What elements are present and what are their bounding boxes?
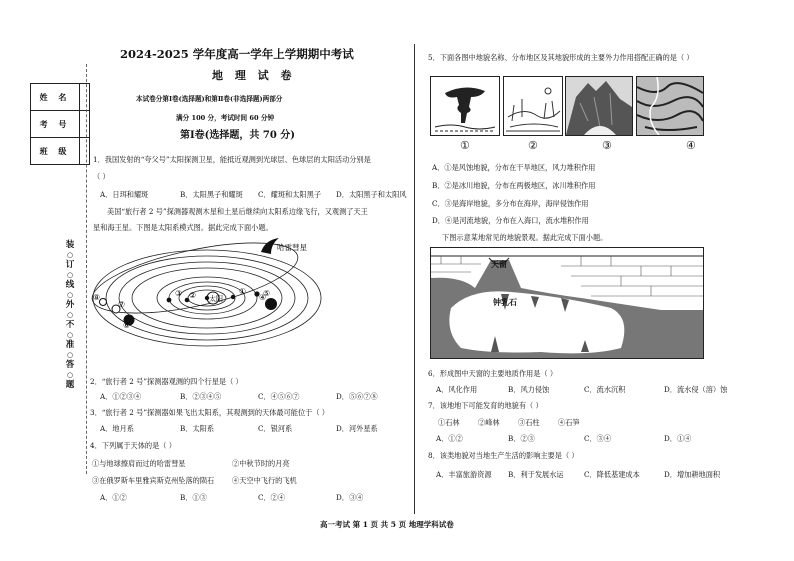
label-8: ⑧	[93, 293, 101, 302]
q5-option-c[interactable]: C．③是海岸地貌，多分布在海岸，海岸侵蚀作用	[432, 199, 589, 208]
q3-option-b[interactable]: B．太阳系	[180, 424, 215, 433]
q7-option-c[interactable]: C．③④	[584, 434, 612, 443]
q6-option-c[interactable]: C．流水沉积	[584, 385, 626, 394]
q6-option-a[interactable]: A．风化作用	[436, 385, 478, 394]
q8-option-c[interactable]: C．降低基建成本	[584, 470, 640, 479]
class-field[interactable]	[80, 138, 90, 165]
q7-option-d[interactable]: D．①④	[664, 434, 692, 443]
q8-option-b[interactable]: B．利于发展水运	[508, 470, 564, 479]
exam-number-label: 考 号	[31, 111, 80, 138]
q5-stem: 5．下面各图中地貌名称、分布地区及其地貌形成的主要外力作用搭配正确的是（ ）	[428, 53, 694, 62]
karst-cave-diagram	[430, 247, 704, 359]
planet-5-icon	[265, 298, 277, 310]
landform-image-1	[430, 76, 500, 136]
q5-option-b[interactable]: B．②是冰川地貌，分布在两极地区，冰川堆积作用	[432, 181, 596, 190]
exam-number-field[interactable]	[80, 111, 90, 138]
q2-option-a[interactable]: A．①②③④	[100, 392, 142, 401]
sun-label: 太阳	[209, 296, 223, 303]
q4-option-c[interactable]: C．②④	[258, 493, 286, 502]
q7-item-4: ④石笋	[558, 418, 580, 427]
q4-item-1: ①与地球擦肩而过的哈雷彗星	[92, 459, 186, 468]
q7-stem: 7．该地地下可能发育的地貌有（ ）	[428, 401, 543, 410]
student-info-table	[30, 83, 90, 165]
label-5: ⑤	[263, 289, 271, 298]
skylight-label: 天窗	[491, 259, 507, 269]
subject-title: 地 理 试 卷	[212, 69, 296, 82]
solar-system-diagram	[85, 236, 405, 366]
binding-text: 装 ○ 订 ○ 线 ○ 外 ○ 不 ○ 准 ○ 答 ○ 题	[65, 240, 75, 390]
q4-item-2: ②中秋节时的月亮	[232, 459, 290, 468]
q7-option-b[interactable]: B．②③	[508, 434, 535, 443]
q3-option-c[interactable]: C．银河系	[258, 424, 293, 433]
q2-stem: 2．“旅行者 2 号”探测器观测的四个行星是（ ）	[90, 377, 243, 386]
q2-option-c[interactable]: C．④⑤⑥⑦	[258, 392, 300, 401]
column-divider	[414, 44, 415, 514]
planet-3-icon	[167, 298, 172, 303]
landform-image-4	[636, 76, 704, 136]
q6-option-b[interactable]: B．风力侵蚀	[508, 385, 550, 394]
q4-option-a[interactable]: A．①②	[100, 493, 127, 502]
q3-stem: 3．“旅行者 2 号”探测器如果飞出太阳系，其观测到的天体最可能位于（ ）	[90, 408, 329, 417]
exam-title: 2024-2025 学年度高一学年上学期期中考试	[120, 47, 354, 61]
q8-stem: 8．该类地貌对当地生产生活的影响主要是（ ）	[428, 451, 579, 460]
q6-option-d[interactable]: D．流水侵（溶）蚀	[664, 385, 728, 394]
name-field[interactable]	[80, 84, 90, 111]
landform-label-2: ②	[528, 139, 538, 152]
q4-item-4: ④天空中飞行的飞机	[232, 476, 297, 485]
class-label: 班 级	[31, 138, 80, 165]
stalactite-label: 钟乳石	[493, 297, 517, 307]
comet-label: 哈雷彗星	[277, 243, 307, 252]
q3-option-a[interactable]: A．地月系	[100, 424, 134, 433]
score-time: 满分 100 分，考试时间 60 分钟	[176, 114, 275, 122]
q8-option-d[interactable]: D．增加耕地面积	[664, 470, 721, 479]
label-2: ②	[189, 291, 197, 300]
intro-line-1: 美国“旅行者 2 号”探测器观测木星和土星后继续向太阳系边缘飞行，又观测了天王	[107, 207, 368, 216]
q4-stem: 4．下列属于天体的是（ ）	[90, 441, 176, 450]
q1-stem: 1．我国发射的“夸父号”太阳探测卫星，能抵近观测到光球层、色球层的太阳活动分别是	[93, 155, 371, 164]
landform-label-4: ④	[686, 139, 696, 152]
landform-label-3: ③	[602, 139, 612, 152]
landform-image-2	[503, 76, 563, 136]
planet-1-icon	[231, 295, 235, 299]
name-label: 姓 名	[31, 84, 80, 111]
label-7: ⑦	[118, 300, 126, 309]
q1-option-a[interactable]: A．日珥和耀斑	[100, 190, 149, 199]
q6-stem: 6．形成图中天窗的主要地质作用是（ ）	[428, 369, 558, 378]
page-footer: 高一考试 第 1 页 共 5 页 地理学科试卷	[320, 520, 454, 529]
q1-option-c[interactable]: C．耀斑和太阳黑子	[258, 190, 322, 199]
landform-label-1: ①	[460, 139, 470, 152]
intro2-text: 下图示意某地常见的地貌景观。据此完成下面小题。	[442, 233, 608, 242]
planet-8-icon	[100, 299, 107, 306]
landform-image-3	[565, 76, 633, 136]
q2-option-b[interactable]: B．②③④⑤	[180, 392, 222, 401]
q5-option-a[interactable]: A．①是风蚀地貌，分布在干旱地区，风力堆积作用	[432, 163, 596, 172]
label-6: ⑥	[123, 321, 131, 330]
label-3: ③	[175, 289, 183, 298]
q1-stem-bracket: （ ）	[93, 172, 110, 181]
q7-option-a[interactable]: A．①②	[436, 434, 463, 443]
q4-option-d[interactable]: D．③④	[336, 493, 364, 502]
q8-option-a[interactable]: A．丰富旅游资源	[436, 470, 492, 479]
q7-item-3: ③石柱	[518, 418, 540, 427]
q4-item-3: ③在俄罗斯车里雅宾斯克州坠落的陨石	[92, 476, 215, 485]
label-1: ①	[239, 287, 247, 296]
q1-option-b[interactable]: B．太阳黑子和耀斑	[180, 190, 243, 199]
label-4: ④	[259, 293, 267, 302]
paper-description: 本试卷分第Ⅰ卷(选择题)和第Ⅱ卷(非选择题)两部分	[136, 95, 283, 103]
q5-option-d[interactable]: D．④是河流地貌，分布在入海口，流水堆积作用	[432, 216, 589, 225]
q3-option-d[interactable]: D．河外星系	[336, 424, 378, 433]
q2-option-d[interactable]: D．⑤⑥⑦⑧	[336, 392, 378, 401]
q4-option-b[interactable]: B．①③	[180, 493, 207, 502]
q7-item-2: ②峰林	[478, 418, 500, 427]
q7-item-1: ①石林	[438, 418, 460, 427]
intro-line-2: 星和海王星。下图是太阳系模式图。据此完成下面小题。	[93, 223, 273, 232]
q1-option-d[interactable]: D．太阳黑子和太阳风	[336, 190, 407, 199]
part1-heading: 第Ⅰ卷(选择题，共 70 分)	[180, 130, 296, 141]
